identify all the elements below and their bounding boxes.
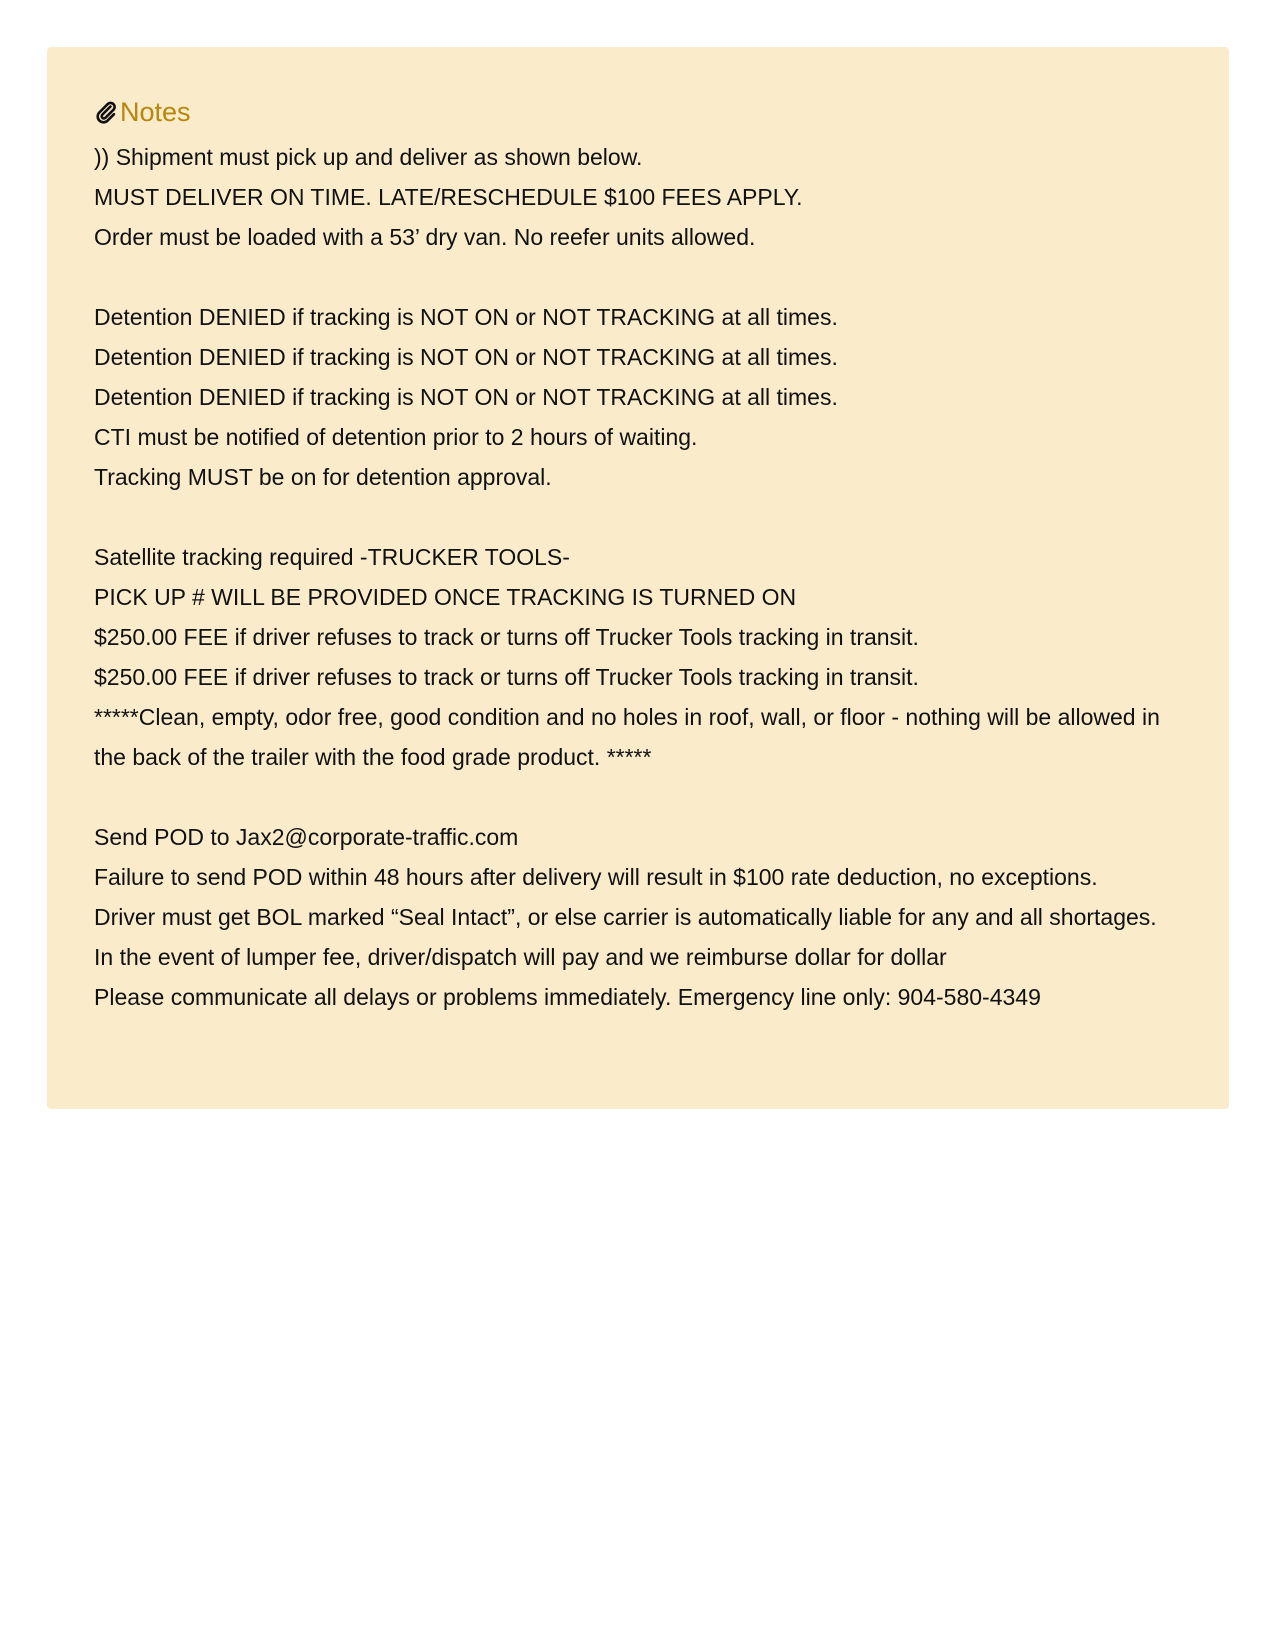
note-line: Driver must get BOL marked “Seal Intact”, or else carrier is automatically liable for any and all shortages. xyxy=(94,904,1157,930)
blank-line xyxy=(94,777,1183,817)
note-line: Failure to send POD within 48 hours after delivery will result in $100 rate deduction, no exceptions. xyxy=(94,864,1098,890)
note-line: MUST DELIVER ON TIME. LATE/RESCHEDULE $100 FEES APPLY. xyxy=(94,184,803,210)
note-line: Detention DENIED if tracking is NOT ON or NOT TRACKING at all times. xyxy=(94,344,838,370)
note-line: Detention DENIED if tracking is NOT ON or NOT TRACKING at all times. xyxy=(94,304,838,330)
note-line: $250.00 FEE if driver refuses to track or turns off Trucker Tools tracking in transit. xyxy=(94,664,919,690)
note-line: Please communicate all delays or problems immediately. Emergency line only: 904-580-4349 xyxy=(94,984,1041,1010)
notes-panel xyxy=(47,47,1229,1109)
note-line: Detention DENIED if tracking is NOT ON or NOT TRACKING at all times. xyxy=(94,384,838,410)
note-line: Send POD to Jax2@corporate-traffic.com xyxy=(94,824,519,850)
note-line: Tracking MUST be on for detention approval. xyxy=(94,464,552,490)
blank-line xyxy=(94,497,1183,537)
notes-body xyxy=(94,137,1183,1017)
note-line: *****Clean, empty, odor free, good condition and no holes in roof, wall, or floor - nothing will be allowed in the back of the trailer with the food grade product. ***** xyxy=(94,704,1160,770)
note-line: Satellite tracking required -TRUCKER TOOLS- xyxy=(94,544,570,570)
blank-line xyxy=(94,257,1183,297)
note-line: In the event of lumper fee, driver/dispatch will pay and we reimburse dollar for dollar xyxy=(94,944,947,970)
note-line: Order must be loaded with a 53’ dry van. No reefer units allowed. xyxy=(94,224,756,250)
paperclip-icon xyxy=(94,100,118,124)
note-line: PICK UP # WILL BE PROVIDED ONCE TRACKING IS TURNED ON xyxy=(94,584,797,610)
note-line: )) Shipment must pick up and deliver as shown below. xyxy=(94,144,643,170)
note-line: CTI must be notified of detention prior to 2 hours of waiting. xyxy=(94,424,698,450)
note-line: $250.00 FEE if driver refuses to track or turns off Trucker Tools tracking in transit. xyxy=(94,624,919,650)
notes-title: Notes xyxy=(120,97,191,127)
notes-header xyxy=(94,95,1183,129)
